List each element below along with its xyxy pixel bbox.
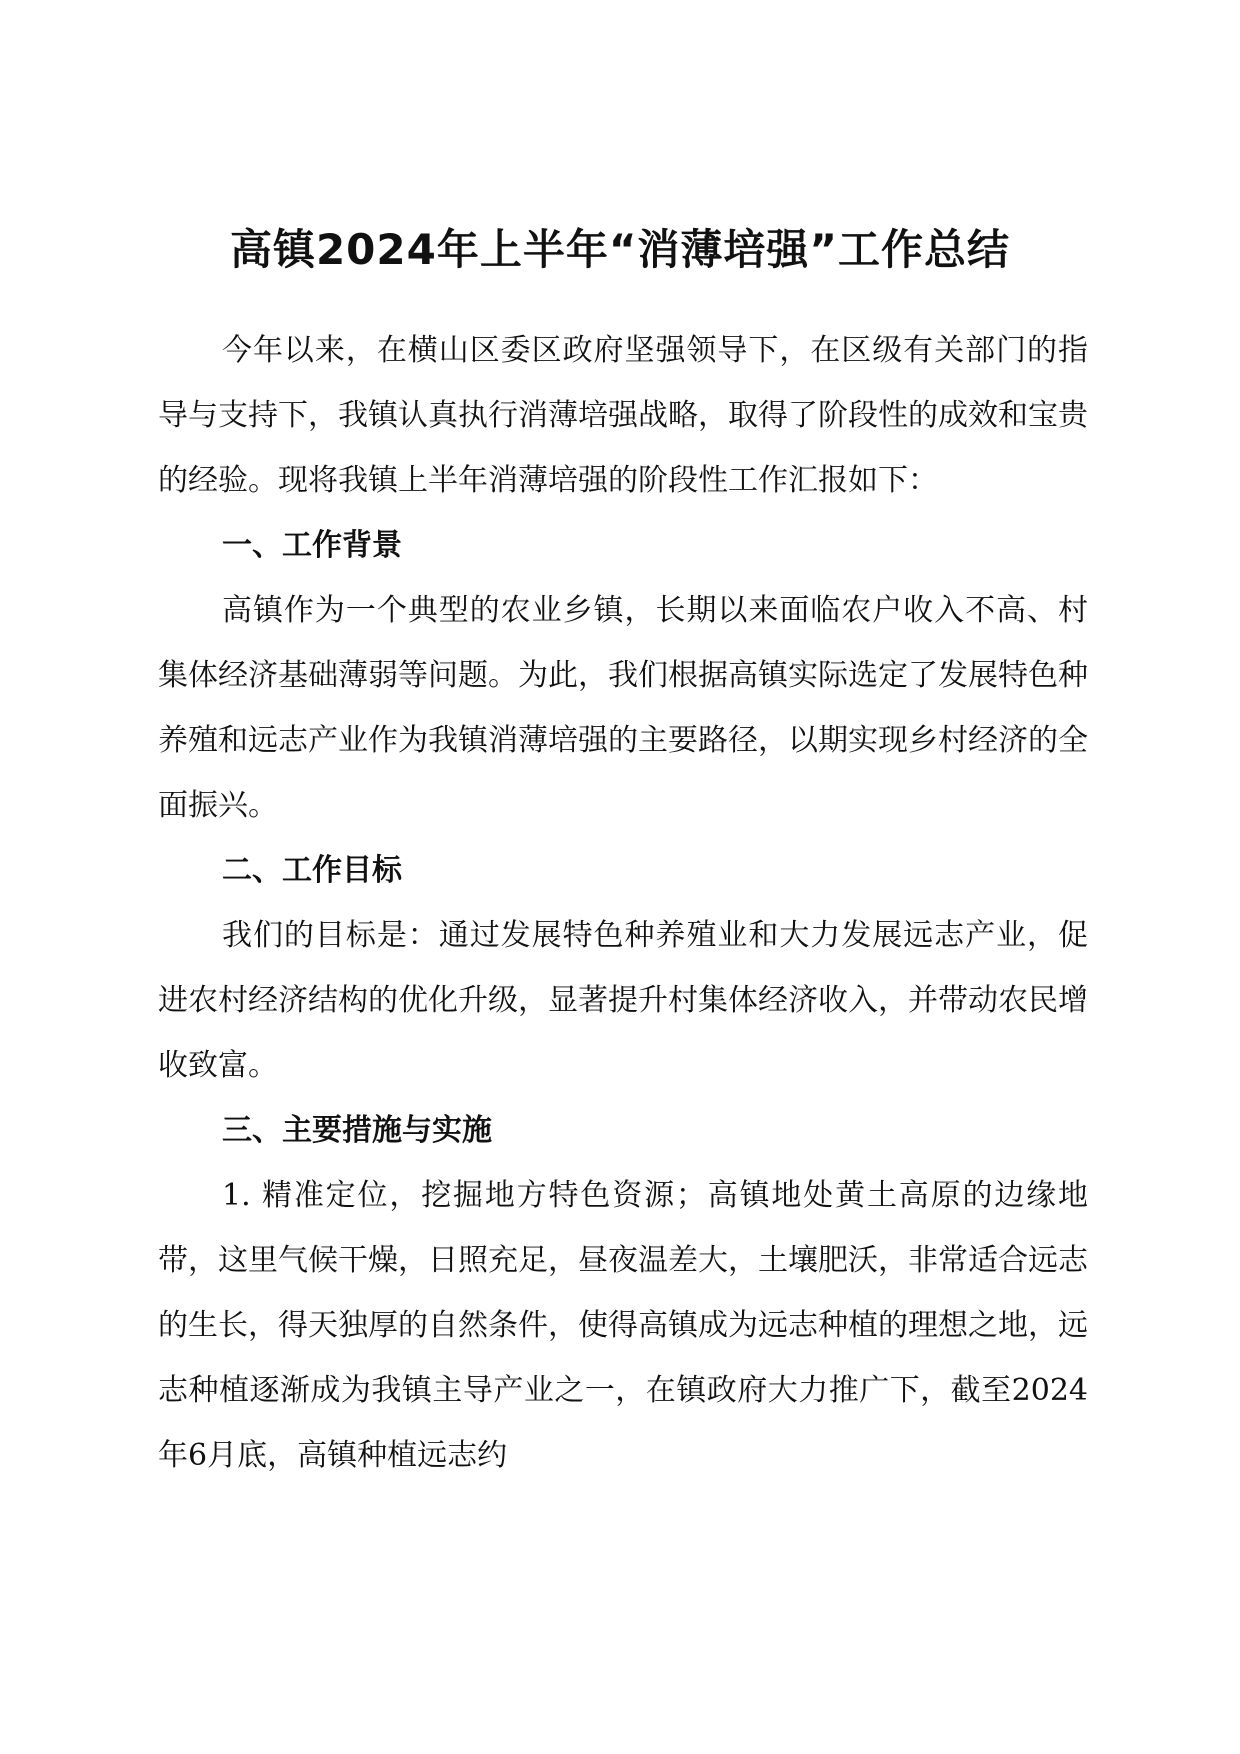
section-heading-goals: 二、工作目标 [222,853,402,888]
section-heading-background: 一、工作背景 [222,528,402,563]
intro-paragraph: 今年以来，在横山区委区政府坚强领导下，在区级有关部门的指导与支持下，我镇认真执行消薄培强战略，取得了阶段性的成效和宝贵的经验。现将我镇上半年消薄培强的阶段性工作汇报如下： [158,333,1088,498]
section-paragraph-measures: 1. 精准定位，挖掘地方特色资源；高镇地处黄土高原的边缘地带，这里气候干燥，日照充足，昼夜温差大，土壤肥沃，非常适合远志的生长，得天独厚的自然条件，使得高镇成为远志种植的理想之地，远志种植逐渐成为我镇主导产业之一，在镇政府大力推广下，截至2024年6月底，高镇种植远志约 [158,1178,1088,1473]
document-title: 高镇2024年上半年“消薄培强”工作总结 [229,225,1011,274]
document-body [158,318,1088,1488]
section-paragraph-goals: 我们的目标是：通过发展特色种养殖业和大力发展远志产业，促进农村经济结构的优化升级，显著提升村集体经济收入，并带动农民增收致富。 [158,918,1088,1083]
section-paragraph-background: 高镇作为一个典型的农业乡镇，长期以来面临农户收入不高、村集体经济基础薄弱等问题。为此，我们根据高镇实际选定了发展特色种养殖和远志产业作为我镇消薄培强的主要路径，以期实现乡村经济的全面振兴。 [158,593,1088,823]
section-heading-measures: 三、主要措施与实施 [222,1113,492,1148]
